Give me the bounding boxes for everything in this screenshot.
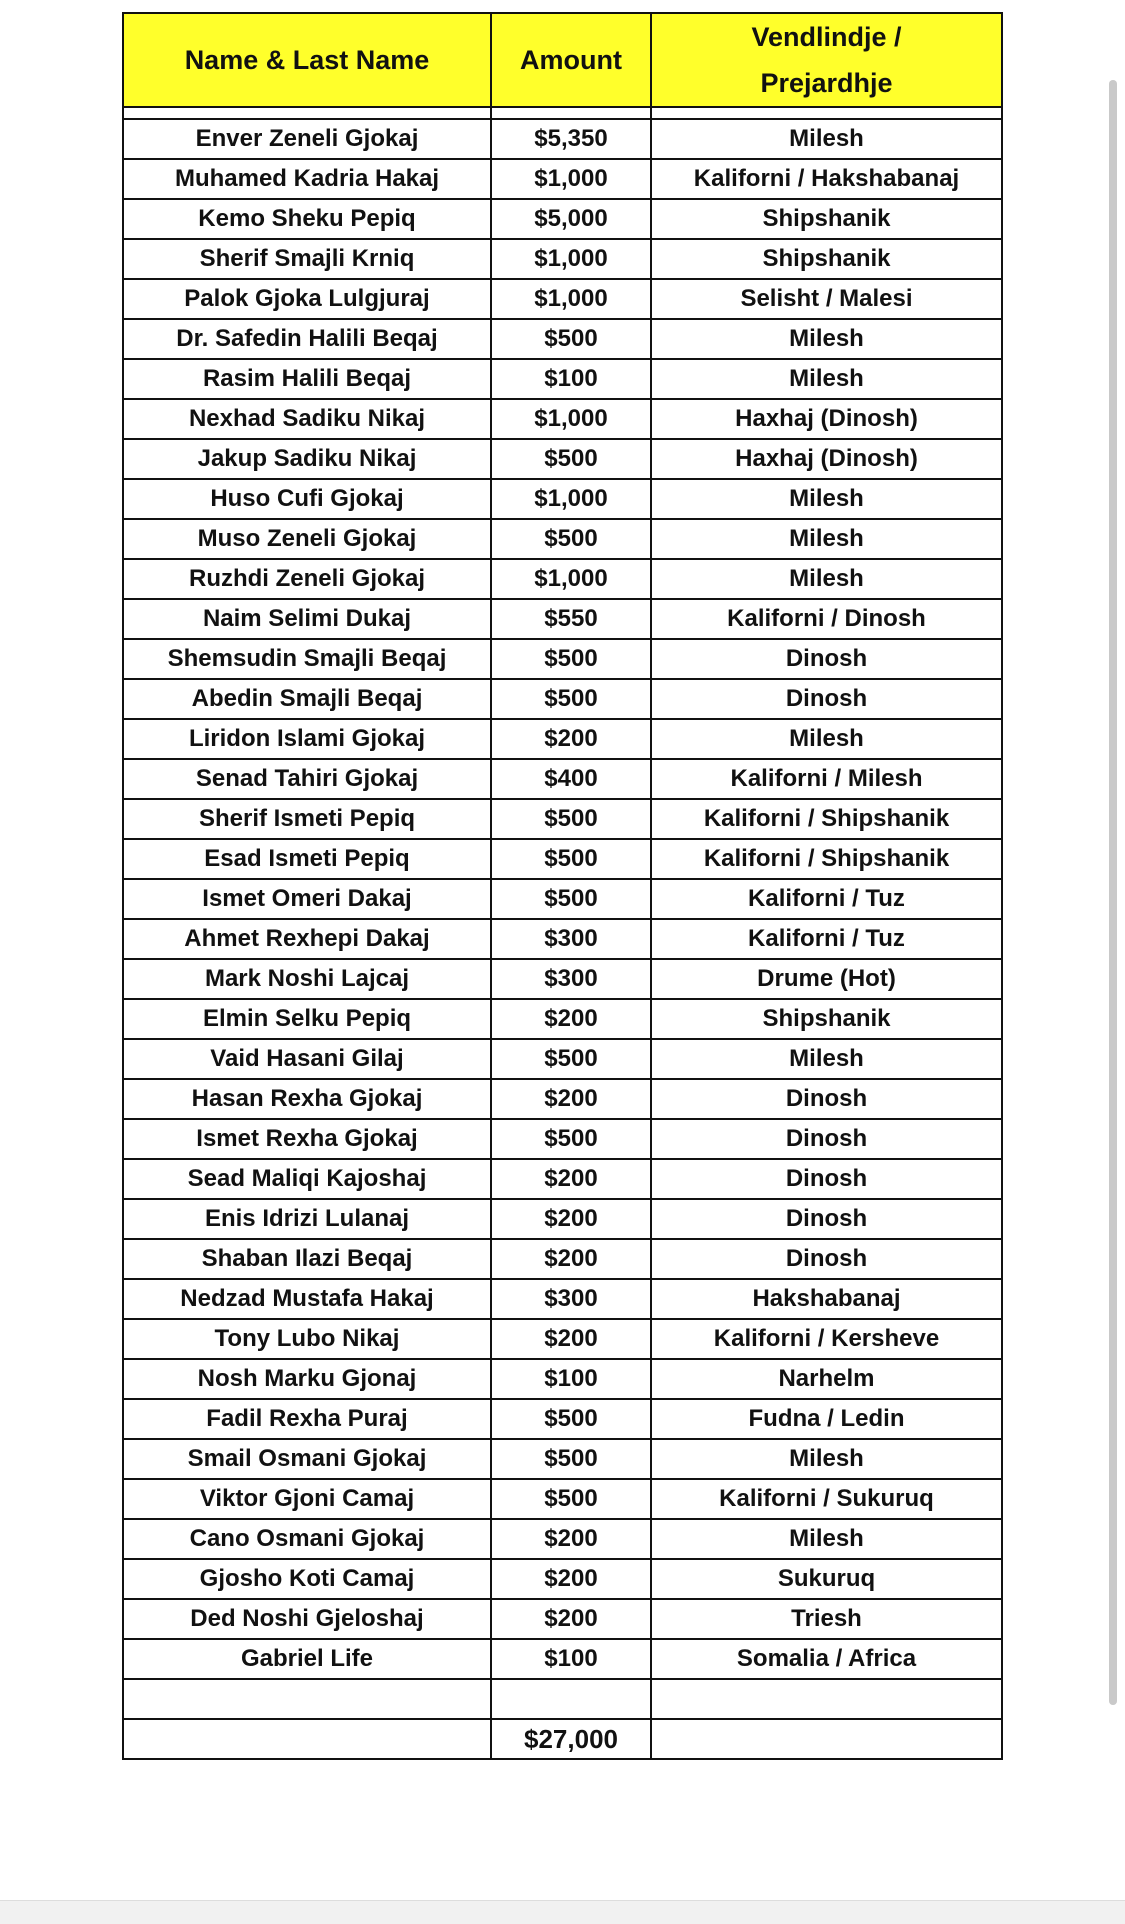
- table-row: [123, 679, 1002, 719]
- table-row: [123, 1479, 1002, 1519]
- header-name: Name & Last Name: [123, 13, 491, 107]
- donor-origin: Kaliforni / Sukuruq: [651, 1479, 1002, 1519]
- donor-origin: Dinosh: [651, 1159, 1002, 1199]
- donor-origin: Hakshabanaj: [651, 1279, 1002, 1319]
- donor-origin: Milesh: [651, 519, 1002, 559]
- donation-table: [122, 12, 1003, 1760]
- donor-amount: $500: [491, 879, 651, 919]
- donor-amount: $500: [491, 1479, 651, 1519]
- donor-origin: Haxhaj (Dinosh): [651, 439, 1002, 479]
- donor-amount: $200: [491, 1559, 651, 1599]
- donor-origin: Triesh: [651, 1599, 1002, 1639]
- donor-origin: Kaliforni / Tuz: [651, 919, 1002, 959]
- blank-cell: [651, 1679, 1002, 1719]
- donor-amount: $100: [491, 1639, 651, 1679]
- donor-amount: $1,000: [491, 239, 651, 279]
- donor-name: Ruzhdi Zeneli Gjokaj: [123, 559, 491, 599]
- donor-amount: $500: [491, 1039, 651, 1079]
- donor-origin: Fudna / Ledin: [651, 1399, 1002, 1439]
- header-amount: Amount: [491, 13, 651, 107]
- donor-origin: Dinosh: [651, 1239, 1002, 1279]
- table-row: [123, 999, 1002, 1039]
- donor-origin: Kaliforni / Tuz: [651, 879, 1002, 919]
- table-row: [123, 519, 1002, 559]
- donor-amount: $550: [491, 599, 651, 639]
- donor-amount: $100: [491, 359, 651, 399]
- donor-amount: $300: [491, 959, 651, 999]
- donor-origin: Milesh: [651, 559, 1002, 599]
- donor-name: Sherif Smajli Krniq: [123, 239, 491, 279]
- donor-origin: Milesh: [651, 1439, 1002, 1479]
- donor-name: Huso Cufi Gjokaj: [123, 479, 491, 519]
- donor-origin: Shipshanik: [651, 199, 1002, 239]
- total-label-cell: [123, 1719, 491, 1759]
- donor-name: Shaban Ilazi Beqaj: [123, 1239, 491, 1279]
- donor-name: Mark Noshi Lajcaj: [123, 959, 491, 999]
- donor-name: Sherif Ismeti Pepiq: [123, 799, 491, 839]
- donor-amount: $500: [491, 839, 651, 879]
- table-row: [123, 879, 1002, 919]
- header-origin-line2: Prejardhje: [760, 68, 893, 98]
- donor-name: Senad Tahiri Gjokaj: [123, 759, 491, 799]
- table-row: [123, 479, 1002, 519]
- donor-amount: $5,350: [491, 119, 651, 159]
- donor-origin: Kaliforni / Hakshabanaj: [651, 159, 1002, 199]
- table-row: [123, 759, 1002, 799]
- table-row: [123, 959, 1002, 999]
- donor-origin: Kaliforni / Shipshanik: [651, 799, 1002, 839]
- header-row: [123, 13, 1002, 107]
- header-origin: [651, 13, 1002, 107]
- total-amount: $27,000: [491, 1719, 651, 1759]
- scrollbar-thumb[interactable]: [1109, 80, 1117, 1705]
- donor-origin: Milesh: [651, 1039, 1002, 1079]
- donor-origin: Sukuruq: [651, 1559, 1002, 1599]
- donor-amount: $200: [491, 1599, 651, 1639]
- donor-origin: Somalia / Africa: [651, 1639, 1002, 1679]
- donor-origin: Dinosh: [651, 1199, 1002, 1239]
- table-row: [123, 1359, 1002, 1399]
- table-row: [123, 279, 1002, 319]
- donor-name: Nexhad Sadiku Nikaj: [123, 399, 491, 439]
- table-row: [123, 1239, 1002, 1279]
- donor-name: Ismet Omeri Dakaj: [123, 879, 491, 919]
- table-row: [123, 1119, 1002, 1159]
- donor-name: Kemo Sheku Pepiq: [123, 199, 491, 239]
- table-header: [123, 13, 1002, 107]
- donor-origin: Kaliforni / Shipshanik: [651, 839, 1002, 879]
- table-row: [123, 919, 1002, 959]
- donor-origin: Kaliforni / Milesh: [651, 759, 1002, 799]
- table-row: [123, 399, 1002, 439]
- donor-amount: $500: [491, 639, 651, 679]
- table-body: [123, 107, 1002, 1679]
- table-row: [123, 1199, 1002, 1239]
- donor-name: Nedzad Mustafa Hakaj: [123, 1279, 491, 1319]
- donor-name: Smail Osmani Gjokaj: [123, 1439, 491, 1479]
- donor-amount: $1,000: [491, 279, 651, 319]
- table-row: [123, 439, 1002, 479]
- donor-amount: $500: [491, 319, 651, 359]
- donor-origin: Narhelm: [651, 1359, 1002, 1399]
- donor-origin: Milesh: [651, 119, 1002, 159]
- donor-amount: $300: [491, 919, 651, 959]
- spacer-cell: [123, 107, 491, 119]
- blank-row: [123, 1679, 1002, 1719]
- donor-name: Gabriel Life: [123, 1639, 491, 1679]
- spacer-cell: [491, 107, 651, 119]
- table-row: [123, 1439, 1002, 1479]
- table-row: [123, 159, 1002, 199]
- donor-name: Nosh Marku Gjonaj: [123, 1359, 491, 1399]
- table-footer: [123, 1679, 1002, 1759]
- donor-amount: $500: [491, 439, 651, 479]
- donor-amount: $500: [491, 1399, 651, 1439]
- donor-amount: $500: [491, 519, 651, 559]
- table-row: [123, 199, 1002, 239]
- donor-name: Gjosho Koti Camaj: [123, 1559, 491, 1599]
- donor-origin: Dinosh: [651, 679, 1002, 719]
- donor-name: Tony Lubo Nikaj: [123, 1319, 491, 1359]
- donor-name: Enis Idrizi Lulanaj: [123, 1199, 491, 1239]
- donor-amount: $300: [491, 1279, 651, 1319]
- donor-origin: Milesh: [651, 359, 1002, 399]
- total-row: [123, 1719, 1002, 1759]
- table-row: [123, 1319, 1002, 1359]
- donor-origin: Haxhaj (Dinosh): [651, 399, 1002, 439]
- donor-origin: Dinosh: [651, 1119, 1002, 1159]
- donor-amount: $200: [491, 1199, 651, 1239]
- donor-amount: $200: [491, 1319, 651, 1359]
- donor-name: Naim Selimi Dukaj: [123, 599, 491, 639]
- donor-amount: $200: [491, 1079, 651, 1119]
- donor-name: Cano Osmani Gjokaj: [123, 1519, 491, 1559]
- blank-cell: [123, 1679, 491, 1719]
- donor-name: Enver Zeneli Gjokaj: [123, 119, 491, 159]
- donor-name: Ded Noshi Gjeloshaj: [123, 1599, 491, 1639]
- donor-origin: Milesh: [651, 719, 1002, 759]
- bottom-bar: [0, 1900, 1125, 1924]
- donor-amount: $500: [491, 799, 651, 839]
- donor-amount: $200: [491, 1159, 651, 1199]
- donor-name: Muhamed Kadria Hakaj: [123, 159, 491, 199]
- donor-name: Shemsudin Smajli Beqaj: [123, 639, 491, 679]
- donor-amount: $200: [491, 1239, 651, 1279]
- donor-origin: Dinosh: [651, 1079, 1002, 1119]
- donor-amount: $200: [491, 719, 651, 759]
- donor-name: Liridon Islami Gjokaj: [123, 719, 491, 759]
- header-origin-line1: Vendlindje /: [751, 22, 902, 52]
- donor-amount: $500: [491, 1119, 651, 1159]
- donor-origin: Shipshanik: [651, 999, 1002, 1039]
- donor-amount: $1,000: [491, 159, 651, 199]
- table-row: [123, 1159, 1002, 1199]
- table-row: [123, 319, 1002, 359]
- donor-amount: $400: [491, 759, 651, 799]
- donor-name: Fadil Rexha Puraj: [123, 1399, 491, 1439]
- donor-amount: $200: [491, 1519, 651, 1559]
- donor-amount: $100: [491, 1359, 651, 1399]
- donor-origin: Milesh: [651, 479, 1002, 519]
- donor-origin: Shipshanik: [651, 239, 1002, 279]
- donor-amount: $500: [491, 1439, 651, 1479]
- donor-name: Hasan Rexha Gjokaj: [123, 1079, 491, 1119]
- donor-origin: Milesh: [651, 319, 1002, 359]
- donor-name: Palok Gjoka Lulgjuraj: [123, 279, 491, 319]
- donor-amount: $1,000: [491, 479, 651, 519]
- table-row: [123, 1039, 1002, 1079]
- donor-name: Ahmet Rexhepi Dakaj: [123, 919, 491, 959]
- table-row: [123, 1399, 1002, 1439]
- table-row: [123, 239, 1002, 279]
- table-row: [123, 1599, 1002, 1639]
- donor-origin: Dinosh: [651, 639, 1002, 679]
- table-row: [123, 119, 1002, 159]
- table-row: [123, 1639, 1002, 1679]
- table-row: [123, 599, 1002, 639]
- spacer-row: [123, 107, 1002, 119]
- blank-cell: [491, 1679, 651, 1719]
- donor-amount: $1,000: [491, 399, 651, 439]
- donor-amount: $500: [491, 679, 651, 719]
- donor-name: Abedin Smajli Beqaj: [123, 679, 491, 719]
- table-row: [123, 359, 1002, 399]
- table-row: [123, 639, 1002, 679]
- table-row: [123, 1079, 1002, 1119]
- donor-origin: Milesh: [651, 1519, 1002, 1559]
- donor-name: Elmin Selku Pepiq: [123, 999, 491, 1039]
- donor-origin: Drume (Hot): [651, 959, 1002, 999]
- donor-amount: $1,000: [491, 559, 651, 599]
- donor-name: Viktor Gjoni Camaj: [123, 1479, 491, 1519]
- donor-origin: Kaliforni / Dinosh: [651, 599, 1002, 639]
- table-row: [123, 1559, 1002, 1599]
- table-row: [123, 559, 1002, 599]
- donor-name: Jakup Sadiku Nikaj: [123, 439, 491, 479]
- donor-amount: $200: [491, 999, 651, 1039]
- donor-origin: Selisht / Malesi: [651, 279, 1002, 319]
- total-origin-cell: [651, 1719, 1002, 1759]
- table-row: [123, 799, 1002, 839]
- donor-origin: Kaliforni / Kersheve: [651, 1319, 1002, 1359]
- donor-name: Muso Zeneli Gjokaj: [123, 519, 491, 559]
- table-row: [123, 839, 1002, 879]
- spacer-cell: [651, 107, 1002, 119]
- donor-name: Esad Ismeti Pepiq: [123, 839, 491, 879]
- table-row: [123, 1519, 1002, 1559]
- donor-name: Ismet Rexha Gjokaj: [123, 1119, 491, 1159]
- donor-amount: $5,000: [491, 199, 651, 239]
- donor-name: Rasim Halili Beqaj: [123, 359, 491, 399]
- donor-name: Dr. Safedin Halili Beqaj: [123, 319, 491, 359]
- table-row: [123, 1279, 1002, 1319]
- donor-name: Sead Maliqi Kajoshaj: [123, 1159, 491, 1199]
- donor-name: Vaid Hasani Gilaj: [123, 1039, 491, 1079]
- table-row: [123, 719, 1002, 759]
